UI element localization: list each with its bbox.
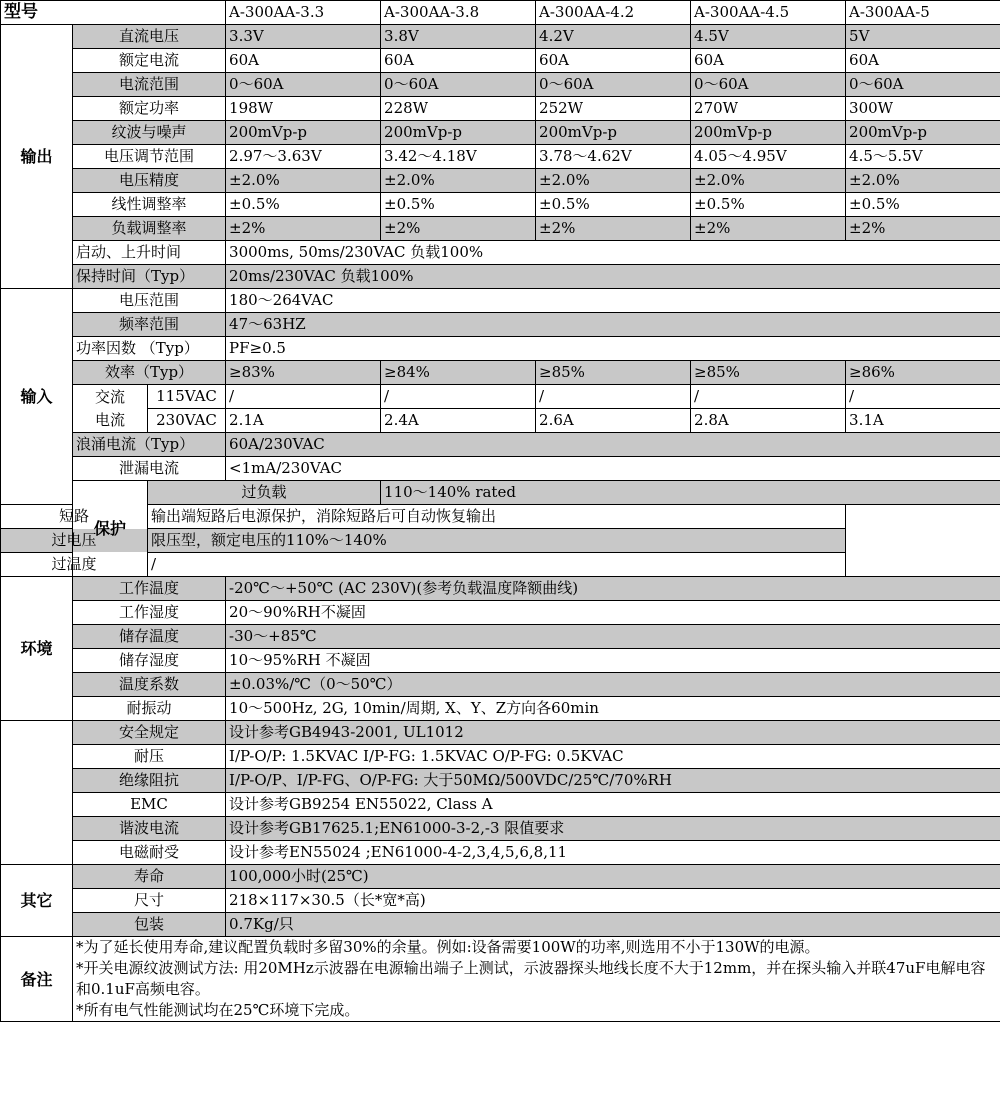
spec-value: 60A/230VAC	[226, 433, 1000, 457]
spec-value: 60A	[691, 49, 846, 73]
spec-value: 20ms/230VAC 负载100%	[226, 265, 1000, 289]
spec-value: 60A	[381, 49, 536, 73]
spec-label: 启动、上升时间	[73, 241, 226, 265]
spec-value: ±2.0%	[536, 169, 691, 193]
notes-cell	[73, 937, 1000, 1022]
spec-value: 2.8A	[691, 409, 846, 433]
spec-value: 47～63HZ	[226, 313, 1000, 337]
spec-label: 储存温度	[73, 625, 226, 649]
spec-value: 3.78～4.62V	[536, 145, 691, 169]
table-row	[1, 841, 1000, 865]
spec-value: 限压型，额定电压的110%～140%	[148, 529, 846, 553]
group-protection: 保护	[73, 481, 148, 577]
spec-value: ±2%	[536, 217, 691, 241]
table-row	[1, 913, 1000, 937]
spec-label: 过温度	[1, 553, 148, 577]
spec-value: 0.7Kg/只	[226, 913, 1000, 937]
spec-value: 3.8V	[381, 25, 536, 49]
table-row	[1, 217, 1000, 241]
spec-label: 230VAC	[148, 409, 226, 433]
spec-label: 尺寸	[73, 889, 226, 913]
spec-value: ≥85%	[691, 361, 846, 385]
spec-label: 电压范围	[73, 289, 226, 313]
spec-value: 60A	[536, 49, 691, 73]
table-row	[1, 289, 1000, 313]
table-row	[1, 625, 1000, 649]
spec-value: /	[226, 385, 381, 409]
spec-label: 过电压	[1, 529, 148, 553]
spec-value: 60A	[226, 49, 381, 73]
spec-value: 输出端短路后电源保护，消除短路后可自动恢复输出	[148, 505, 846, 529]
spec-value: ±0.5%	[846, 193, 1000, 217]
spec-value: 3.42～4.18V	[381, 145, 536, 169]
spec-value: 3.3V	[226, 25, 381, 49]
spec-value: 218×117×30.5（长*宽*高)	[226, 889, 1000, 913]
spec-value: 60A	[846, 49, 1000, 73]
spec-value: /	[381, 385, 536, 409]
spec-value: 4.5V	[691, 25, 846, 49]
spec-label: 耐振动	[73, 697, 226, 721]
spec-label: 电压精度	[73, 169, 226, 193]
spec-value: /	[691, 385, 846, 409]
spec-value: 设计参考GB9254 EN55022, Class A	[226, 793, 1000, 817]
table-row	[1, 121, 1000, 145]
spec-label: 寿命	[73, 865, 226, 889]
spec-value: 4.05～4.95V	[691, 145, 846, 169]
spec-value: 270W	[691, 97, 846, 121]
table-row	[1, 49, 1000, 73]
note-line: *所有电气性能测试均在25℃环境下完成。	[76, 1001, 360, 1019]
spec-value: 252W	[536, 97, 691, 121]
table-row	[1, 1, 1000, 25]
spec-label: 工作湿度	[73, 601, 226, 625]
spec-value: 2.97～3.63V	[226, 145, 381, 169]
spec-label: 工作温度	[73, 577, 226, 601]
spec-value: ±2%	[381, 217, 536, 241]
spec-value: ±2.0%	[381, 169, 536, 193]
spec-value: I/P-O/P、I/P-FG、O/P-FG: 大于50MΩ/500VDC/25℃/70%RH	[226, 769, 1000, 793]
spec-value: /	[148, 553, 846, 577]
spec-label: 包装	[73, 913, 226, 937]
table-row	[1, 673, 1000, 697]
table-row	[1, 601, 1000, 625]
table-row	[1, 145, 1000, 169]
spec-label: 频率范围	[73, 313, 226, 337]
spec-value: ±2.0%	[846, 169, 1000, 193]
spec-value: 300W	[846, 97, 1000, 121]
spec-value: 198W	[226, 97, 381, 121]
spec-value: ±0.5%	[226, 193, 381, 217]
table-row	[1, 937, 1000, 1022]
spec-label: 储存湿度	[73, 649, 226, 673]
spec-value: ±2.0%	[226, 169, 381, 193]
spec-value: ±2%	[226, 217, 381, 241]
group-safety	[1, 721, 73, 865]
spec-label: 直流电压	[73, 25, 226, 49]
table-row	[1, 97, 1000, 121]
spec-value: 4.2V	[536, 25, 691, 49]
model-header-label: 型号	[1, 1, 226, 25]
note-line: *开关电源纹波测试方法: 用20MHz示波器在电源输出端子上测试，示波器探头地线长度不大于12mm，并在探头输入并联47uF电解电容和0.1uF高频电容。	[76, 959, 986, 998]
table-row	[1, 889, 1000, 913]
spec-value: 2.1A	[226, 409, 381, 433]
spec-value: 20～90%RH不凝固	[226, 601, 1000, 625]
spec-value: I/P-O/P: 1.5KVAC I/P-FG: 1.5KVAC O/P-FG: 0.5KVAC	[226, 745, 1000, 769]
table-row	[1, 265, 1000, 289]
table-row	[1, 313, 1000, 337]
model-name: A-300AA-4.5	[691, 1, 846, 25]
spec-value: 200mVp-p	[536, 121, 691, 145]
spec-value: 10～95%RH 不凝固	[226, 649, 1000, 673]
spec-label: 绝缘阻抗	[73, 769, 226, 793]
spec-value: 3.1A	[846, 409, 1000, 433]
spec-label: 电流范围	[73, 73, 226, 97]
spec-value: ±0.5%	[691, 193, 846, 217]
spec-value: 200mVp-p	[846, 121, 1000, 145]
note-line: *为了延长使用寿命,建议配置负载时多留30%的余量。例如:设备需要100W的功率,则选用不小于130W的电源。	[76, 938, 820, 956]
spec-value: 100,000小时(25℃)	[226, 865, 1000, 889]
spec-value: -30～+85℃	[226, 625, 1000, 649]
table-row	[1, 817, 1000, 841]
table-row	[1, 481, 1000, 505]
spec-value: ≥86%	[846, 361, 1000, 385]
spec-value: PF≥0.5	[226, 337, 1000, 361]
table-row	[1, 361, 1000, 385]
spec-value: 设计参考EN55024 ;EN61000-4-2,3,4,5,6,8,11	[226, 841, 1000, 865]
table-row	[1, 553, 1000, 577]
spec-value: ±2%	[691, 217, 846, 241]
spec-value: 0～60A	[691, 73, 846, 97]
spec-label: 电压调节范围	[73, 145, 226, 169]
table-row	[1, 649, 1000, 673]
ac-current-label	[73, 385, 148, 433]
model-name: A-300AA-3.3	[226, 1, 381, 25]
spec-label: 温度系数	[73, 673, 226, 697]
spec-label: 保持时间（Typ）	[73, 265, 226, 289]
spec-value: <1mA/230VAC	[226, 457, 1000, 481]
spec-label: 负载调整率	[73, 217, 226, 241]
spec-value: ≥84%	[381, 361, 536, 385]
spec-value: ±2%	[846, 217, 1000, 241]
table-row	[1, 721, 1000, 745]
group-other: 其它	[1, 865, 73, 937]
spec-value: ±0.5%	[536, 193, 691, 217]
model-name: A-300AA-5	[846, 1, 1000, 25]
table-row	[1, 577, 1000, 601]
spec-value: 110～140% rated	[381, 481, 1000, 505]
spec-label: 泄漏电流	[73, 457, 226, 481]
table-row	[1, 769, 1000, 793]
table-row	[1, 865, 1000, 889]
spec-value: -20℃～+50℃ (AC 230V)(参考负载温度降额曲线)	[226, 577, 1000, 601]
spec-label: 功率因数 （Typ）	[73, 337, 226, 361]
spec-value: ≥83%	[226, 361, 381, 385]
table-row	[1, 745, 1000, 769]
spec-label: 过负载	[148, 481, 381, 505]
spec-label: 浪涌电流（Typ）	[73, 433, 226, 457]
table-row	[1, 529, 1000, 553]
spec-value: ±0.5%	[381, 193, 536, 217]
spec-value: 200mVp-p	[226, 121, 381, 145]
table-row	[1, 73, 1000, 97]
spec-label: EMC	[73, 793, 226, 817]
spec-value: /	[846, 385, 1000, 409]
spec-label: 耐压	[73, 745, 226, 769]
table-row	[1, 193, 1000, 217]
table-row	[1, 409, 1000, 433]
spec-label: 115VAC	[148, 385, 226, 409]
spec-value: 2.4A	[381, 409, 536, 433]
ac-label-line1: 交流	[94, 387, 125, 406]
spec-value: 4.5～5.5V	[846, 145, 1000, 169]
group-output: 输出	[1, 25, 73, 289]
spec-value: 10～500Hz, 2G, 10min/周期, X、Y、Z方向各60min	[226, 697, 1000, 721]
spec-value: 设计参考GB4943-2001, UL1012	[226, 721, 1000, 745]
spec-value: ≥85%	[536, 361, 691, 385]
spec-value: 0～60A	[846, 73, 1000, 97]
spec-value: 0～60A	[226, 73, 381, 97]
table-row	[1, 169, 1000, 193]
spec-value: 5V	[846, 25, 1000, 49]
table-row	[1, 697, 1000, 721]
group-environment: 环境	[1, 577, 73, 721]
table-row	[1, 433, 1000, 457]
spec-value: 200mVp-p	[691, 121, 846, 145]
group-input: 输入	[1, 289, 73, 505]
spec-label: 安全规定	[73, 721, 226, 745]
model-name: A-300AA-3.8	[381, 1, 536, 25]
spec-value: 228W	[381, 97, 536, 121]
spec-value: ±0.03%/℃（0～50℃）	[226, 673, 1000, 697]
table-row	[1, 241, 1000, 265]
model-name: A-300AA-4.2	[536, 1, 691, 25]
table-row	[1, 793, 1000, 817]
ac-label-line2: 电流	[94, 410, 125, 429]
spec-label: 谐波电流	[73, 817, 226, 841]
spec-value: 0～60A	[536, 73, 691, 97]
spec-label: 电磁耐受	[73, 841, 226, 865]
spec-label: 线性调整率	[73, 193, 226, 217]
spec-value: /	[536, 385, 691, 409]
table-row	[1, 337, 1000, 361]
group-notes: 备注	[1, 937, 73, 1022]
spec-label: 短路	[1, 505, 148, 529]
spec-value: 180～264VAC	[226, 289, 1000, 313]
table-row	[1, 457, 1000, 481]
spec-label: 额定功率	[73, 97, 226, 121]
spec-value: 设计参考GB17625.1;EN61000-3-2,-3 限值要求	[226, 817, 1000, 841]
spec-value: 3000ms, 50ms/230VAC 负载100%	[226, 241, 1000, 265]
spec-label: 效率（Typ）	[73, 361, 226, 385]
spec-value: 200mVp-p	[381, 121, 536, 145]
table-row	[1, 25, 1000, 49]
table-row	[1, 385, 1000, 409]
table-row	[1, 505, 1000, 529]
spec-value: ±2.0%	[691, 169, 846, 193]
spec-value: 2.6A	[536, 409, 691, 433]
spec-label: 纹波与噪声	[73, 121, 226, 145]
spec-value: 0～60A	[381, 73, 536, 97]
spec-label: 额定电流	[73, 49, 226, 73]
